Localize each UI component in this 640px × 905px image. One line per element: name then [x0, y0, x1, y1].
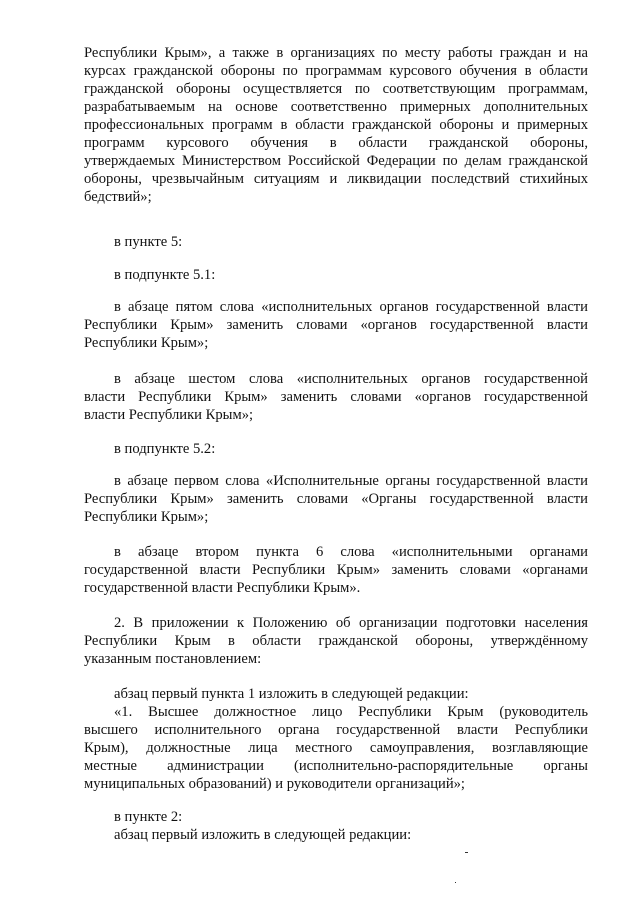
text-line: в подпункте 5.2: [114, 441, 216, 457]
text-line: в пункте 5: [114, 234, 183, 250]
text-line: 2. В приложении к Положению об организации подготовки населения [114, 615, 588, 631]
text-line: Республики Крым» заменить словами «органов государственной власти [84, 317, 588, 333]
scan-speck [455, 882, 456, 883]
paragraph-point-2-intro [84, 826, 588, 844]
text-line: обороны, чрезвычайным ситуациям и ликвидации последствий стихийных [84, 171, 588, 187]
text-line: в абзаце втором пункта 6 слова «исполнительными органами [114, 544, 588, 560]
text-line: курсах гражданской обороны по программам курсового обучения в области [84, 63, 588, 79]
text-line: программ курсового обучения в области гражданской обороны, [84, 135, 588, 151]
text-line: государственной власти Республики Крым» заменить словами «органами [84, 562, 588, 578]
text-line: Республики Крым», а также в организациях по месту работы граждан и на [84, 45, 588, 61]
text-line: Республики Крым» заменить словами «Органы государственной власти [84, 491, 588, 507]
text-line: в абзаце первом слова «Исполнительные органы государственной власти [114, 473, 588, 489]
text-line: высшего исполнительного органа государственной власти Республики [84, 722, 588, 738]
text-line: муниципальных образований) и руководители организаций»; [84, 776, 465, 792]
text-line: Республики Крым»; [84, 509, 209, 525]
text-line: гражданской обороны осуществляется по соответствующим программам, [84, 81, 588, 97]
text-line: разрабатываемым на основе соответственно примерных дополнительных [84, 99, 588, 115]
text-line: Республики Крым в области гражданской обороны, утверждённому [84, 633, 588, 649]
paragraph-point-2 [84, 808, 588, 826]
text-line: власти Республики Крым»; [84, 407, 254, 423]
text-line: «1. Высшее должностное лицо Республики Крым (руководитель [114, 704, 588, 720]
text-line: указанным постановлением: [84, 651, 262, 667]
text-line: местные администрации (исполнительно-распорядительные органы [84, 758, 588, 774]
paragraph-point-5 [84, 233, 588, 251]
text-line: профессиональных программ в области гражданской обороны и примерных [84, 117, 588, 133]
paragraph-section-2 [84, 614, 588, 668]
text-line: утверждаемых Министерством Российской Федерации по делам гражданской [84, 153, 588, 169]
paragraph-continuation [84, 44, 588, 206]
text-line: Крым), должностные лица местного самоуправления, возглавляющие [84, 740, 588, 756]
paragraph-subpoint-5-1 [84, 266, 588, 284]
paragraph-point-1-intro [84, 685, 588, 703]
paragraph-abzac-6 [84, 370, 588, 424]
text-line: абзац первый пункта 1 изложить в следующей редакции: [114, 686, 469, 702]
paragraph-point-6 [84, 543, 588, 597]
paragraph-subpoint-5-2 [84, 440, 588, 458]
text-line: государственной власти Республики Крым». [84, 580, 361, 596]
text-line: Республики Крым»; [84, 335, 209, 351]
text-line: в абзаце шестом слова «исполнительных органов государственной [114, 371, 588, 387]
text-line: бедствий»; [84, 189, 152, 205]
text-line: в абзаце пятом слова «исполнительных органов государственной власти [114, 299, 588, 315]
text-line: власти Республики Крым» заменить словами «органов государственной [84, 389, 588, 405]
text-line: в подпункте 5.1: [114, 267, 216, 283]
paragraph-point-1-quote [84, 703, 588, 793]
scan-speck [465, 852, 468, 853]
paragraph-abzac-5 [84, 298, 588, 352]
text-line: абзац первый изложить в следующей редакции: [114, 827, 412, 843]
paragraph-abzac-1 [84, 472, 588, 526]
text-line: в пункте 2: [114, 809, 183, 825]
